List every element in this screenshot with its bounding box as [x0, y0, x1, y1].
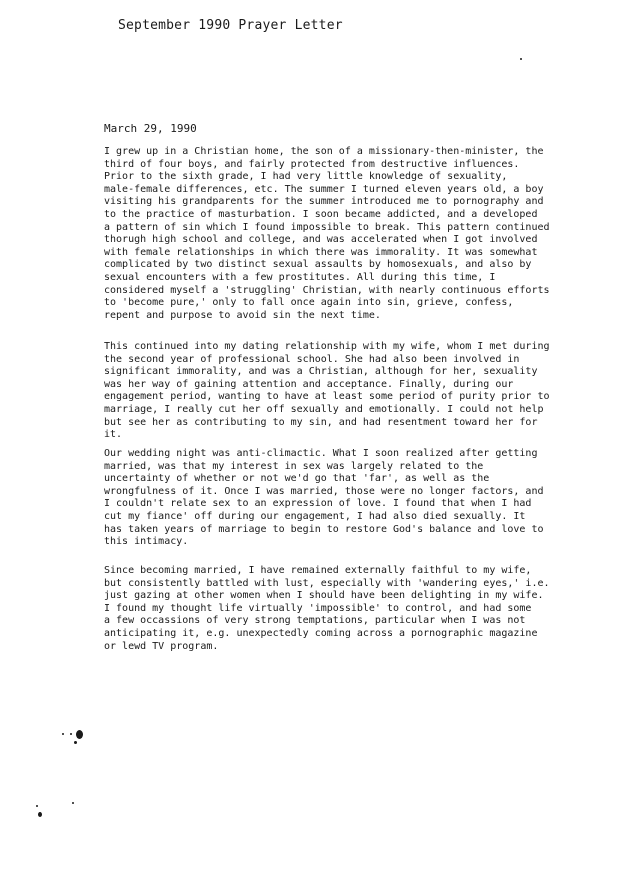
letter-date: March 29, 1990	[104, 122, 197, 135]
text-line: third of four boys, and fairly protected from destructive influences.	[104, 158, 520, 170]
text-line: this intimacy.	[104, 536, 189, 548]
text-line: engagement period, wanting to have at least some period of purity prior to	[104, 391, 550, 403]
text-line: to 'become pure,' only to fall once again into sin, grieve, confess,	[104, 297, 514, 309]
text-line: I found my thought life virtually 'impossible' to control, and had some	[104, 602, 532, 614]
text-line: cut my fiance' off during our engagement, I had also died sexually. It	[104, 510, 526, 522]
ink-speck	[70, 733, 72, 735]
text-line: uncertainty of whether or not we'd go that 'far', as well as the	[104, 473, 490, 485]
text-line: Prior to the sixth grade, I had very little knowledge of sexuality,	[104, 171, 508, 183]
text-line: significant immorality, and was a Christian, although for her, sexuality	[104, 366, 538, 378]
text-line: to the practice of masturbation. I soon became addicted, and a developed	[104, 208, 538, 220]
text-line: or lewd TV program.	[104, 640, 219, 652]
text-line: with female relationships in which there was immorality. It was somewhat	[104, 246, 538, 258]
text-line: Our wedding night was anti-climactic. What I soon realized after getting	[104, 448, 538, 459]
text-line: considered myself a 'struggling' Christian, with nearly continuous efforts	[104, 284, 550, 296]
text-line: complicated by two distinct sexual assaults by homosexuals, and also by	[104, 259, 532, 271]
text-line: but consistently battled with lust, especially with 'wandering eyes,' i.e.	[104, 577, 550, 589]
ink-speck	[36, 805, 38, 807]
text-line: Since becoming married, I have remained externally faithful to my wife,	[104, 565, 532, 576]
ink-speck	[74, 741, 77, 744]
letter-header: September 1990 Prayer Letter	[118, 18, 343, 33]
ink-speck	[62, 733, 64, 735]
text-line: marriage, I really cut her off sexually and emotionally. I could not help	[104, 403, 544, 415]
text-line: I couldn't relate sex to an expression of love. I found that when I had	[104, 498, 532, 510]
paragraph-3	[104, 448, 584, 549]
text-line: just gazing at other women when I should have been delighting in my wife.	[104, 590, 544, 602]
text-line: a pattern of sin which I found impossible to break. This pattern continued	[104, 221, 550, 233]
ink-speck	[76, 730, 83, 739]
text-line: I grew up in a Christian home, the son of a missionary-then-minister, the	[104, 146, 544, 157]
text-line: thorugh high school and college, and was accelerated when I got involved	[104, 234, 538, 246]
ink-speck	[38, 812, 42, 817]
text-line: male-female differences, etc. The summer I turned eleven years old, a boy	[104, 183, 544, 195]
text-line: sexual encounters with a few prostitutes. All during this time, I	[104, 271, 496, 283]
ink-speck	[72, 802, 74, 804]
text-line: wrongfulness of it. Once I was married, those were no longer factors, and	[104, 485, 544, 497]
text-line: the second year of professional school. She had also been involved in	[104, 353, 520, 365]
text-line: was her way of gaining attention and acceptance. Finally, during our	[104, 378, 514, 390]
paragraph-2	[104, 341, 584, 442]
text-line: it.	[104, 429, 123, 441]
text-line: a few occassions of very strong temptations, particular when I was not	[104, 615, 526, 627]
text-line: visiting his grandparents for the summer introduced me to pornography and	[104, 196, 544, 208]
paragraph-4	[104, 565, 584, 653]
ink-speck	[520, 58, 522, 60]
text-line: but see her as contributing to my sin, and had resentment toward her for	[104, 416, 538, 428]
text-line: anticipating it, e.g. unexpectedly coming across a pornographic magazine	[104, 627, 538, 639]
paragraph-1	[104, 146, 584, 322]
text-line: repent and purpose to avoid sin the next time.	[104, 309, 381, 321]
text-line: This continued into my dating relationship with my wife, whom I met during	[104, 341, 550, 352]
text-line: has taken years of marriage to begin to restore God's balance and love to	[104, 523, 544, 535]
text-line: married, was that my interest in sex was largely related to the	[104, 460, 484, 472]
